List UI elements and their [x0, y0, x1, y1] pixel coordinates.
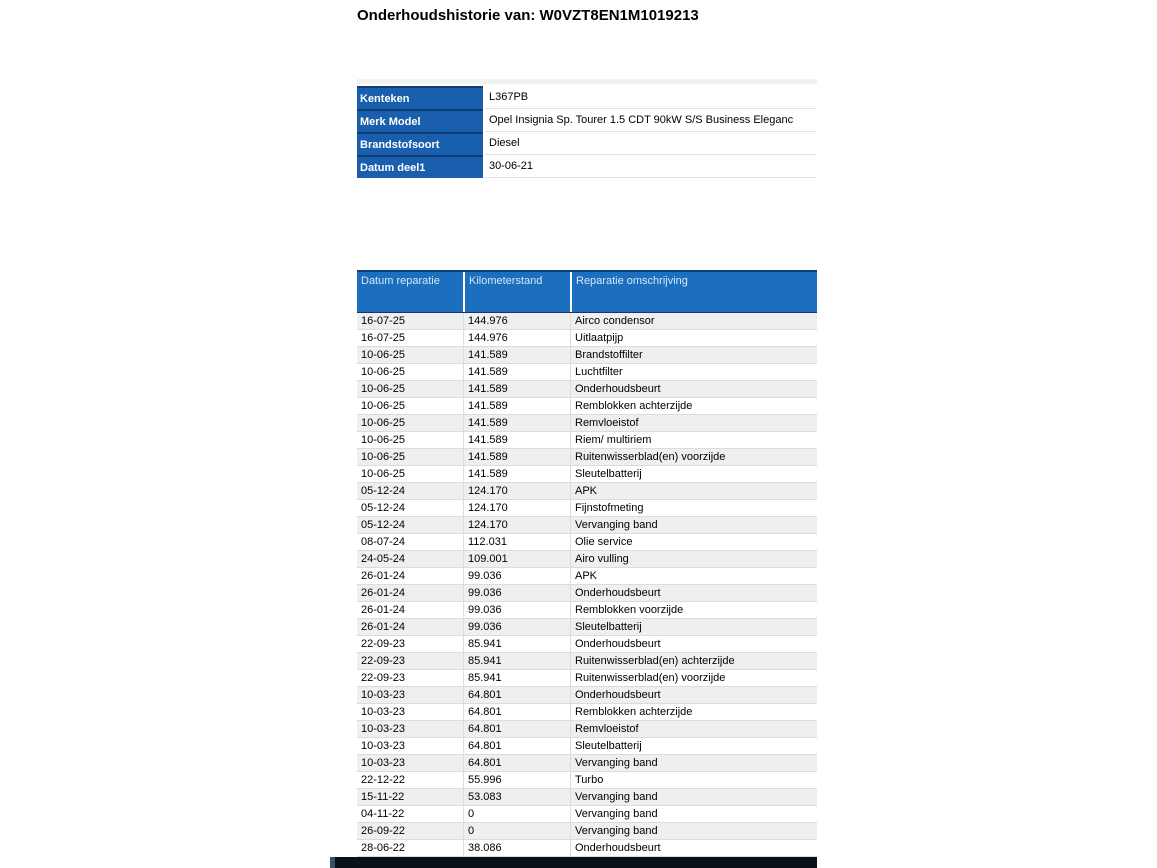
cell-reparatie-omschrijving: Ruitenwisserblad(en) achterzijde	[570, 653, 817, 669]
table-row	[357, 449, 817, 466]
cell-reparatie-omschrijving: Remblokken voorzijde	[570, 602, 817, 618]
cell-reparatie-omschrijving: Riem/ multiriem	[570, 432, 817, 448]
cell-datum-reparatie: 08-07-24	[361, 536, 406, 548]
cell-kilometerstand: 85.941	[463, 653, 570, 669]
cell-reparatie-omschrijving: Onderhoudsbeurt	[570, 585, 817, 601]
table-row	[357, 466, 817, 483]
cell-kilometerstand: 85.941	[463, 636, 570, 652]
cell-datum-reparatie: 10-06-25	[361, 451, 406, 463]
cell-reparatie-omschrijving: Remvloeistof	[570, 721, 817, 737]
cell-kilometerstand: 141.589	[463, 449, 570, 465]
cell-reparatie-omschrijving: Onderhoudsbeurt	[570, 687, 817, 703]
cell-datum-reparatie: 28-06-22	[361, 842, 406, 854]
cell-reparatie-omschrijving: Ruitenwisserblad(en) voorzijde	[570, 449, 817, 465]
cell-datum-reparatie: 26-01-24	[361, 587, 406, 599]
cell-kilometerstand: 38.086	[463, 840, 570, 856]
cell-reparatie-omschrijving: Onderhoudsbeurt	[570, 381, 817, 397]
cell-reparatie-omschrijving: Sleutelbatterij	[570, 466, 817, 482]
cell-reparatie-omschrijving: Remvloeistof	[570, 415, 817, 431]
cell-datum-reparatie: 05-12-24	[361, 519, 406, 531]
table-row	[357, 500, 817, 517]
table-row	[357, 653, 817, 670]
cell-reparatie-omschrijving: Vervanging band	[570, 755, 817, 771]
cell-kilometerstand: 85.941	[463, 670, 570, 686]
table-row	[357, 704, 817, 721]
cell-datum-reparatie: 22-12-22	[361, 774, 406, 786]
cell-datum-reparatie: 22-09-23	[361, 655, 406, 667]
cell-kilometerstand: 0	[463, 823, 570, 839]
table-row	[357, 636, 817, 653]
cell-kilometerstand: 55.996	[463, 772, 570, 788]
cell-reparatie-omschrijving: Airco condensor	[570, 313, 817, 329]
cell-datum-reparatie: 22-09-23	[361, 672, 406, 684]
cell-datum-reparatie: 16-07-25	[361, 315, 406, 327]
cell-datum-reparatie: 10-06-25	[361, 349, 406, 361]
table-row	[357, 381, 817, 398]
maintenance-history-table	[357, 270, 817, 860]
vehicle-info-value: Diesel	[485, 132, 817, 155]
table-row	[357, 568, 817, 585]
cell-kilometerstand: 124.170	[463, 517, 570, 533]
cell-reparatie-omschrijving: Airo vulling	[570, 551, 817, 567]
vehicle-info-label: Merk Model	[357, 109, 483, 132]
table-row	[357, 602, 817, 619]
cell-kilometerstand: 99.036	[463, 585, 570, 601]
vehicle-info-row	[357, 155, 817, 178]
table-row	[357, 517, 817, 534]
table-row	[357, 789, 817, 806]
cell-reparatie-omschrijving: Turbo	[570, 772, 817, 788]
cell-reparatie-omschrijving: Onderhoudsbeurt	[570, 840, 817, 856]
cell-kilometerstand: 99.036	[463, 619, 570, 635]
cell-reparatie-omschrijving: Olie service	[570, 534, 817, 550]
cell-datum-reparatie: 10-03-23	[361, 706, 406, 718]
cell-kilometerstand: 124.170	[463, 500, 570, 516]
cell-kilometerstand: 124.170	[463, 483, 570, 499]
info-table-top-strip	[357, 79, 817, 86]
cell-reparatie-omschrijving: Vervanging band	[570, 806, 817, 822]
cell-datum-reparatie: 10-06-25	[361, 383, 406, 395]
cell-datum-reparatie: 10-06-25	[361, 434, 406, 446]
cell-kilometerstand: 64.801	[463, 755, 570, 771]
cell-kilometerstand: 112.031	[463, 534, 570, 550]
cell-kilometerstand: 141.589	[463, 466, 570, 482]
vehicle-info-label: Brandstofsoort	[357, 132, 483, 155]
cell-datum-reparatie: 22-09-23	[361, 638, 406, 650]
table-row	[357, 364, 817, 381]
column-header-reparatie-omschrijving: Reparatie omschrijving	[570, 272, 817, 312]
cell-reparatie-omschrijving: APK	[570, 483, 817, 499]
cell-kilometerstand: 144.976	[463, 313, 570, 329]
cell-kilometerstand: 53.083	[463, 789, 570, 805]
cell-datum-reparatie: 26-01-24	[361, 604, 406, 616]
cell-reparatie-omschrijving: Vervanging band	[570, 789, 817, 805]
table-row	[357, 806, 817, 823]
cell-datum-reparatie: 10-06-25	[361, 417, 406, 429]
table-row	[357, 551, 817, 568]
cell-kilometerstand: 141.589	[463, 432, 570, 448]
cell-datum-reparatie: 26-01-24	[361, 570, 406, 582]
history-table-header	[357, 270, 817, 313]
cell-datum-reparatie: 10-06-25	[361, 400, 406, 412]
table-row	[357, 534, 817, 551]
cell-kilometerstand: 141.589	[463, 398, 570, 414]
cell-datum-reparatie: 10-03-23	[361, 689, 406, 701]
cell-kilometerstand: 109.001	[463, 551, 570, 567]
table-row	[357, 772, 817, 789]
table-row	[357, 755, 817, 772]
cell-reparatie-omschrijving: Sleutelbatterij	[570, 738, 817, 754]
table-row	[357, 721, 817, 738]
column-header-kilometerstand: Kilometerstand	[463, 272, 570, 312]
cell-kilometerstand: 64.801	[463, 738, 570, 754]
cell-kilometerstand: 141.589	[463, 381, 570, 397]
cell-datum-reparatie: 10-06-25	[361, 366, 406, 378]
table-row	[357, 687, 817, 704]
cell-datum-reparatie: 10-06-25	[361, 468, 406, 480]
cell-kilometerstand: 99.036	[463, 602, 570, 618]
cell-kilometerstand: 64.801	[463, 704, 570, 720]
table-row	[357, 415, 817, 432]
cell-kilometerstand: 64.801	[463, 721, 570, 737]
table-row	[357, 313, 817, 330]
cell-kilometerstand: 99.036	[463, 568, 570, 584]
cell-reparatie-omschrijving: Remblokken achterzijde	[570, 704, 817, 720]
vehicle-info-rows	[357, 86, 817, 178]
cell-datum-reparatie: 05-12-24	[361, 485, 406, 497]
cell-reparatie-omschrijving: Fijnstofmeting	[570, 500, 817, 516]
cell-datum-reparatie: 26-01-24	[361, 621, 406, 633]
cell-reparatie-omschrijving: Vervanging band	[570, 823, 817, 839]
table-row	[357, 483, 817, 500]
cell-reparatie-omschrijving: Vervanging band	[570, 517, 817, 533]
column-header-datum-reparatie: Datum reparatie	[361, 275, 440, 287]
cell-kilometerstand: 0	[463, 806, 570, 822]
cell-datum-reparatie: 24-05-24	[361, 553, 406, 565]
bottom-dark-bar	[330, 857, 817, 868]
cell-reparatie-omschrijving: APK	[570, 568, 817, 584]
vehicle-info-label: Kenteken	[357, 86, 483, 109]
vehicle-info-value: Opel Insignia Sp. Tourer 1.5 CDT 90kW S/S Business Eleganc	[485, 109, 817, 132]
table-row	[357, 347, 817, 364]
cell-datum-reparatie: 10-03-23	[361, 757, 406, 769]
history-table-rows	[357, 313, 817, 857]
cell-reparatie-omschrijving: Sleutelbatterij	[570, 619, 817, 635]
vehicle-info-label: Datum deel1	[357, 155, 483, 178]
cell-kilometerstand: 141.589	[463, 347, 570, 363]
cell-reparatie-omschrijving: Onderhoudsbeurt	[570, 636, 817, 652]
cell-reparatie-omschrijving: Brandstoffilter	[570, 347, 817, 363]
cell-reparatie-omschrijving: Luchtfilter	[570, 364, 817, 380]
table-row	[357, 398, 817, 415]
table-row	[357, 840, 817, 857]
cell-reparatie-omschrijving: Remblokken achterzijde	[570, 398, 817, 414]
table-row	[357, 738, 817, 755]
vehicle-info-value: L367PB	[485, 86, 817, 109]
cell-reparatie-omschrijving: Uitlaatpijp	[570, 330, 817, 346]
bottom-dark-bar-tip	[330, 857, 335, 868]
cell-datum-reparatie: 10-03-23	[361, 723, 406, 735]
cell-kilometerstand: 141.589	[463, 415, 570, 431]
cell-datum-reparatie: 26-09-22	[361, 825, 406, 837]
cell-datum-reparatie: 16-07-25	[361, 332, 406, 344]
table-row	[357, 670, 817, 687]
table-row	[357, 432, 817, 449]
vehicle-info-table	[357, 79, 817, 178]
cell-datum-reparatie: 15-11-22	[361, 791, 405, 803]
page-title: Onderhoudshistorie van: W0VZT8EN1M1019213	[357, 7, 699, 24]
cell-reparatie-omschrijving: Ruitenwisserblad(en) voorzijde	[570, 670, 817, 686]
cell-kilometerstand: 64.801	[463, 687, 570, 703]
cell-kilometerstand: 141.589	[463, 364, 570, 380]
table-row	[357, 619, 817, 636]
table-row	[357, 330, 817, 347]
cell-datum-reparatie: 05-12-24	[361, 502, 406, 514]
cell-datum-reparatie: 04-11-22	[361, 808, 405, 820]
vehicle-info-value: 30-06-21	[485, 155, 817, 178]
vehicle-info-row	[357, 86, 817, 109]
vehicle-info-row	[357, 109, 817, 132]
cell-datum-reparatie: 10-03-23	[361, 740, 406, 752]
table-row	[357, 585, 817, 602]
cell-kilometerstand: 144.976	[463, 330, 570, 346]
vehicle-info-row	[357, 132, 817, 155]
table-row	[357, 823, 817, 840]
